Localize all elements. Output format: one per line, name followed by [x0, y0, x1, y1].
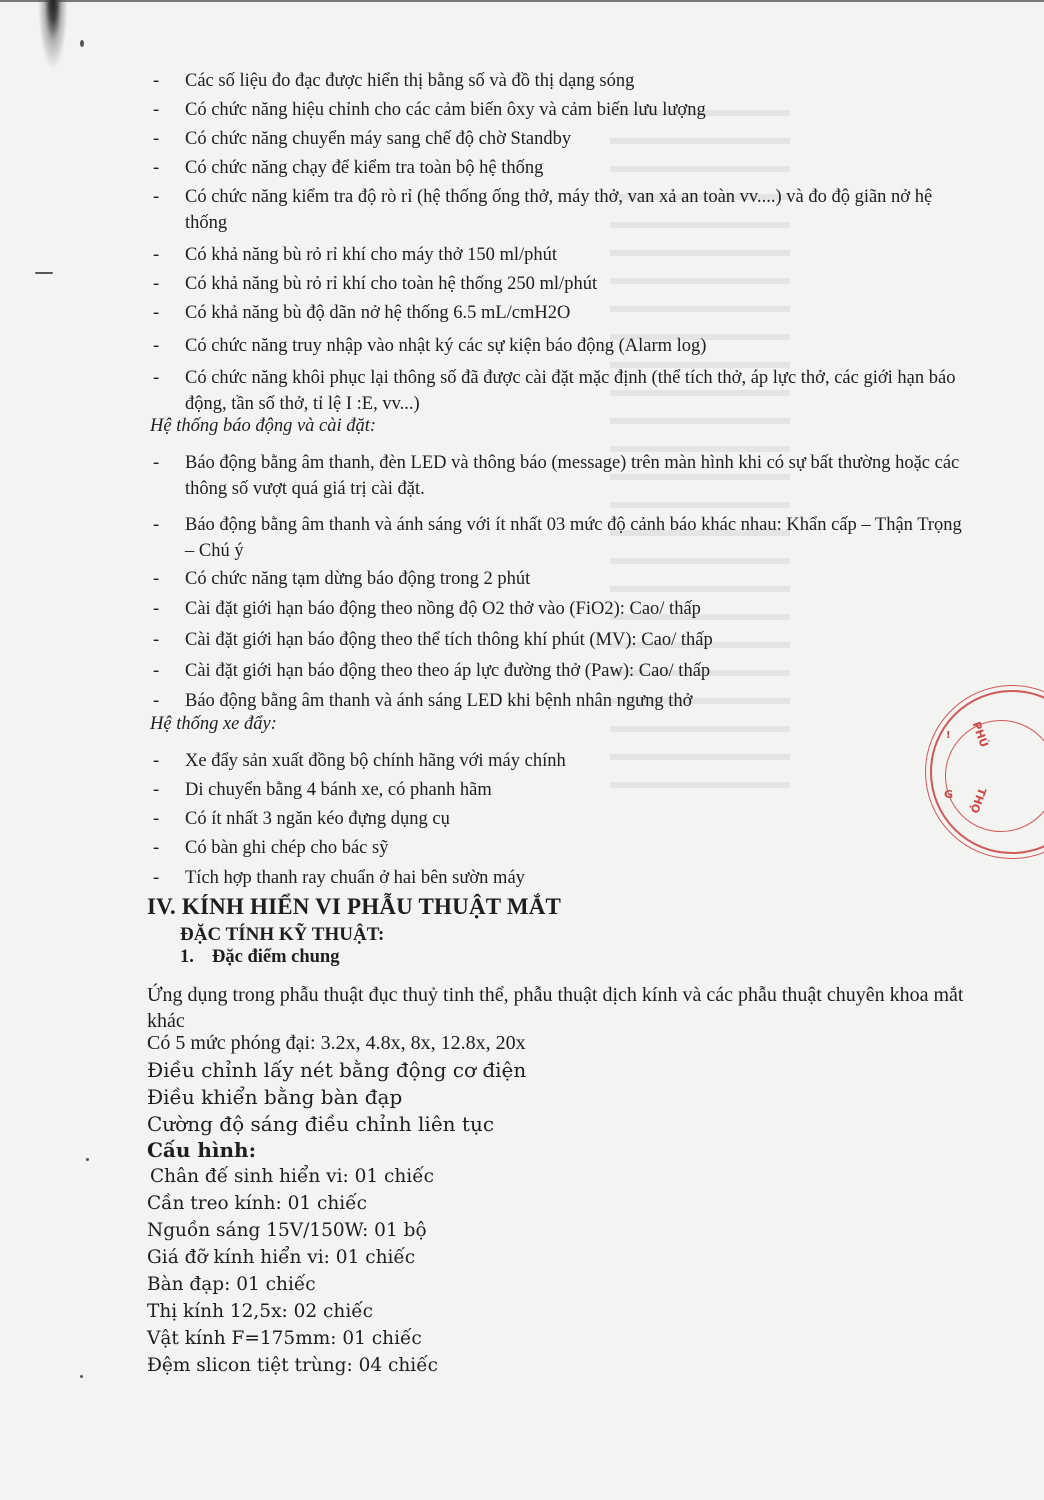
config-item: Nguồn sáng 15V/150W: 01 bộ	[147, 1220, 427, 1241]
scan-speck	[35, 272, 53, 274]
subsection-title: ĐẶC TÍNH KỸ THUẬT:	[180, 924, 385, 945]
paragraph: Có 5 mức phóng đại: 3.2x, 4.8x, 8x, 12.8x, 20x	[147, 1032, 526, 1054]
section-title: IV. KÍNH HIỂN VI PHẪU THUẬT MẮT	[147, 894, 562, 919]
config-item: Bàn đạp: 01 chiếc	[147, 1274, 316, 1295]
paragraph: Điều khiển bằng bàn đạp	[147, 1085, 403, 1109]
paragraph: Ứng dụng trong phẫu thuật đục thuỷ tinh thể, phẫu thuật dịch kính và các phẫu thuật chuyên khoa mắt khác	[147, 984, 964, 1032]
config-item: Cần treo kính: 01 chiếc	[147, 1193, 367, 1214]
stamp-text-bottom: THỌ	[967, 786, 989, 815]
config-item: Chân đế sinh hiển vi: 01 chiếc	[150, 1166, 434, 1187]
stamp-text-top: PHÚ	[969, 719, 991, 750]
page-top-edge	[0, 0, 1044, 2]
config-item: Vật kính F=175mm: 01 chiếc	[147, 1328, 422, 1349]
scan-smudge	[38, 0, 68, 70]
scan-speck	[86, 1158, 89, 1161]
stamp-letter: G	[944, 788, 954, 801]
scan-speck	[80, 1375, 83, 1378]
stamp-mark: !	[946, 730, 951, 741]
config-item: Đệm slicon tiệt trùng: 04 chiếc	[147, 1355, 438, 1376]
numbered-heading: 1. Đặc điểm chung	[180, 947, 340, 967]
paragraph: Điều chỉnh lấy nét bằng động cơ điện	[147, 1058, 527, 1082]
config-item: Giá đỡ kính hiển vi: 01 chiếc	[147, 1247, 416, 1268]
scan-speck	[80, 40, 84, 47]
alarm-section-heading: Hệ thống báo động và cài đặt:	[150, 416, 377, 436]
paragraph: Cường độ sáng điều chỉnh liên tục	[147, 1112, 495, 1136]
scanned-page: - Các số liệu đo đạc được hiển thị bằng số và đồ thị dạng sóng - Có chức năng hiệu chỉnh cho các cảm biến ôxy và cảm biến lưu lượng - Có chức năng chuyển máy sang chế độ chờ Standby - Có chức năng chạy để kiểm tra toàn bộ hệ thống - Có chức năng kiểm tra độ rò rỉ (hệ thống ống thở, máy thở, van xả an toàn vv....) và đo độ giãn nở hệ thống - Có khả năng bù rỏ rỉ khí cho máy thở 150 ml/phút - Có khả năng bù rỏ rỉ khí cho toàn hệ thống 250 ml/phút - Có khả năng bù độ dãn nở hệ thống 6.5 mL/cmH2O - Có chức năng truy nhập vào nhật ký các sự kiện báo động (Alarm log) - Có chức năng khôi phục lại thông số đã được cài đặt mặc định (thể tích thở, áp lực thở, các giới hạn báo động, tần số thở, tỉ lệ I :E, vv...) Hệ thống báo động và cài đặt: - Báo động bằng âm thanh, đèn LED và thông báo (message) trên màn hình khi có sự bất thường hoặc các thông số vượt quá giá trị cài đặt. - Báo động bằng âm thanh và ánh sáng với ít nhất 03 mức độ cảnh báo khác nhau: Khẩn cấp – Thận Trọng – Chú ý - Có chức năng tạm dừng báo động trong 2 phút - Cài đặt giới hạn báo động theo nồng độ O2 thở vào (FiO2): Cao/ thấp - Cài đặt giới hạn báo động theo thể tích thông khí phút (MV): Cao/ thấp - Cài đặt giới hạn báo động theo theo áp lực đường thở (Paw): Cao/ thấp - Báo động bằng âm thanh và ánh sáng LED khi bệnh nhân ngưng thở Hệ thống xe đẩy: - Xe đẩy sản xuất đồng bộ chính hãng với máy chính - Di chuyển bằng 4 bánh xe, có phanh hãm - Có ít nhất 3 ngăn kéo đựng dụng cụ - Có bàn ghi chép cho bác sỹ - Tích hợp thanh ray chuẩn ở hai bên sườn máy IV. KÍNH HIỂN VI PHẪU THUẬT MẮT ĐẶC TÍNH KỸ THUẬT: 1. Đặc điểm chung Ứng dụng trong phẫu thuật đục thuỷ tinh thể, phẫu thuật dịch kính và các phẫu thuật chuyên khoa mắt khác Có 5 mức phóng đại: 3.2x, 4.8x, 8x, 12.8x, 20x Điều chỉnh lấy nét bằng động cơ điện Điều khiển bằng bàn đạp Cường độ sáng điều chỉnh liên tục Cấu hình: Chân đế sinh hiển vi: 01 chiếc Cần treo kính: 01 chiếc Nguồn sáng 15V/150W: 01 bộ Giá đỡ kính hiển vi: 01 chiếc Bàn đạp: 01 chiếc Thị kính 12,5x: 02 chiếc Vật kính F=175mm: 01 chiếc Đệm slicon tiệt trùng: 04 chiếc PHÚ THỌ G !	[0, 0, 1044, 1500]
config-item: Thị kính 12,5x: 02 chiếc	[147, 1301, 373, 1322]
config-heading: Cấu hình:	[147, 1138, 256, 1162]
cart-section-heading: Hệ thống xe đẩy:	[150, 714, 277, 734]
